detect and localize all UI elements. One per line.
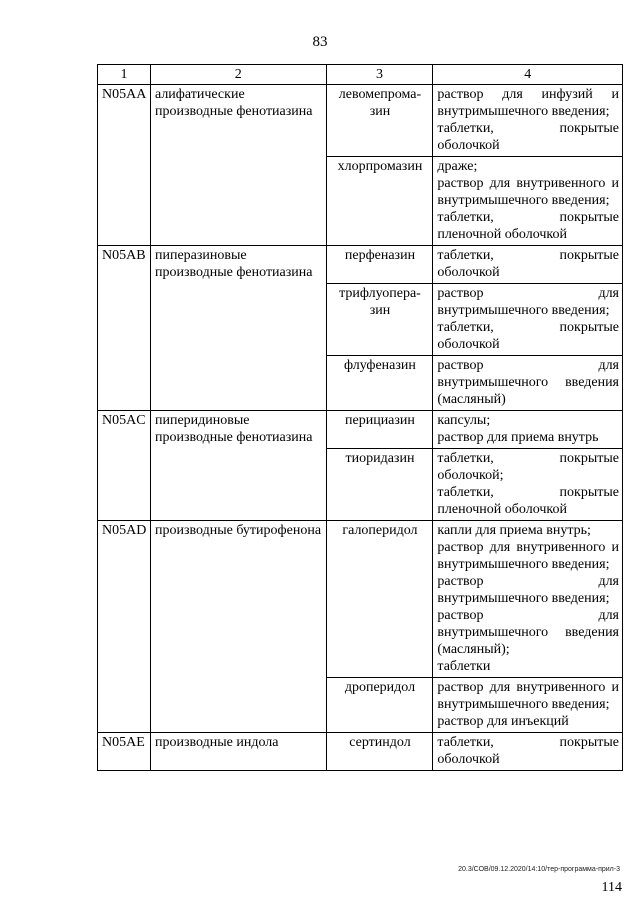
table-row bbox=[98, 85, 623, 157]
table-row bbox=[98, 521, 623, 678]
dosage-form: раствор для инъекций bbox=[437, 714, 569, 729]
dosage-form: таблетки, покрытые оболочкой bbox=[437, 121, 619, 153]
table-body bbox=[98, 85, 623, 771]
footer-note: 20.3/СОВ/09.12.2020/14:10/тер-программа-прил-3 bbox=[458, 866, 620, 873]
group-name: пиперидиновые производные фенотиазина bbox=[150, 411, 326, 521]
drug-name: левомепрома-зин bbox=[326, 85, 433, 157]
drug-name: флуфеназин bbox=[326, 356, 433, 411]
dosage-form: раствор для внутривенного и внутримышечного введения; bbox=[437, 540, 619, 572]
dosage-form: таблетки, покрытые оболочкой; bbox=[437, 451, 619, 483]
dosage-forms bbox=[433, 678, 623, 733]
atc-code: N05AB bbox=[98, 246, 151, 411]
dosage-forms bbox=[433, 246, 623, 284]
table-header-row bbox=[98, 65, 623, 85]
drug-name: галоперидол bbox=[326, 521, 433, 678]
page-number-top: 83 bbox=[312, 34, 328, 50]
dosage-forms bbox=[433, 284, 623, 356]
dosage-form: раствор для приема внутрь bbox=[437, 430, 599, 445]
dosage-form: раствор для внутривенного и внутримышечного введения; bbox=[437, 176, 619, 208]
group-name: производные индола bbox=[150, 733, 326, 771]
group-name: пиперазиновые производные фенотиазина bbox=[150, 246, 326, 411]
drug-name: сертиндол bbox=[326, 733, 433, 771]
dosage-form: капсулы; bbox=[437, 413, 491, 428]
dosage-form: таблетки, покрытые оболочкой bbox=[437, 248, 619, 280]
dosage-form: капли для приема внутрь; bbox=[437, 523, 591, 538]
dosage-form: раствор для внутримышечного введения; bbox=[437, 574, 619, 606]
dosage-form: раствор для внутримышечного введения (масляный); bbox=[437, 608, 619, 657]
dosage-forms bbox=[433, 521, 623, 678]
dosage-forms bbox=[433, 411, 623, 449]
drug-name: перициазин bbox=[326, 411, 433, 449]
atc-code: N05AC bbox=[98, 411, 151, 521]
dosage-form: таблетки, покрытые оболочкой bbox=[437, 320, 619, 352]
header-col-3: 3 bbox=[326, 65, 433, 85]
dosage-forms bbox=[433, 449, 623, 521]
header-col-4: 4 bbox=[433, 65, 623, 85]
drug-name: дроперидол bbox=[326, 678, 433, 733]
table-row bbox=[98, 733, 623, 771]
header-col-1: 1 bbox=[98, 65, 151, 85]
dosage-form: таблетки bbox=[437, 659, 491, 674]
atc-code: N05AA bbox=[98, 85, 151, 246]
atc-code: N05AE bbox=[98, 733, 151, 771]
drug-name: трифлуопера-зин bbox=[326, 284, 433, 356]
drug-name: перфеназин bbox=[326, 246, 433, 284]
group-name: алифатические производные фенотиазина bbox=[150, 85, 326, 246]
group-name: производные бутирофенона bbox=[150, 521, 326, 733]
dosage-form: раствор для внутримышечного введения; bbox=[437, 286, 619, 318]
dosage-form: раствор для инфузий и внутримышечного введения; bbox=[437, 87, 619, 119]
drug-name: тиоридазин bbox=[326, 449, 433, 521]
table-row bbox=[98, 411, 623, 449]
dosage-forms bbox=[433, 85, 623, 157]
header-col-2: 2 bbox=[150, 65, 326, 85]
dosage-form: драже; bbox=[437, 159, 478, 174]
dosage-form: раствор для внутривенного и внутримышечного введения; bbox=[437, 680, 619, 712]
page-number-bottom: 114 bbox=[601, 880, 622, 895]
dosage-form: таблетки, покрытые пленочной оболочкой bbox=[437, 210, 619, 242]
dosage-forms bbox=[433, 356, 623, 411]
table-row bbox=[98, 246, 623, 284]
dosage-form: таблетки, покрытые пленочной оболочкой bbox=[437, 485, 619, 517]
dosage-form: таблетки, покрытые оболочкой bbox=[437, 735, 619, 767]
atc-code: N05AD bbox=[98, 521, 151, 733]
dosage-forms bbox=[433, 157, 623, 246]
drug-name: хлорпромазин bbox=[326, 157, 433, 246]
dosage-forms bbox=[433, 733, 623, 771]
dosage-form: раствор для внутримышечного введения (масляный) bbox=[437, 358, 619, 407]
medication-table bbox=[97, 64, 623, 771]
